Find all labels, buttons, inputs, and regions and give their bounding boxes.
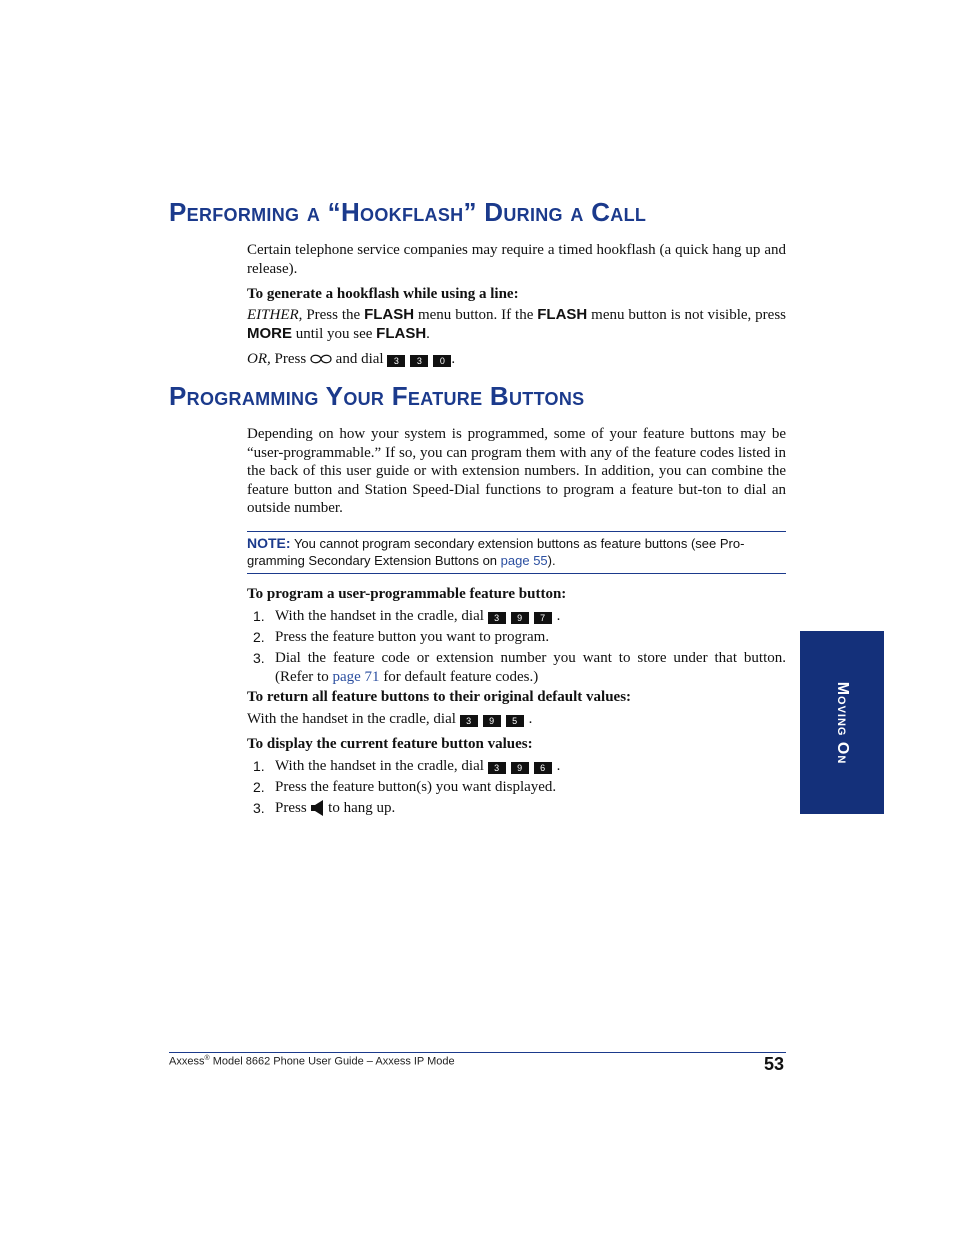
list-item: 1. With the handset in the cradle, dial 3 9 6 . bbox=[253, 758, 561, 774]
dial-key: 6 bbox=[534, 762, 552, 774]
list-item: 1. With the handset in the cradle, dial 3 9 7 . bbox=[253, 608, 561, 624]
dial-key: 9 bbox=[511, 762, 529, 774]
list-item: 3. Press to hang up. bbox=[247, 799, 786, 823]
side-tab-moving-on: Moving On bbox=[800, 631, 884, 814]
dial-key: 0 bbox=[433, 355, 451, 367]
hookflash-subhead: To generate a hookflash while using a line: bbox=[247, 286, 519, 302]
list-item: 3. Dial the feature code or extension number you want to store under that button. (Refer to page 71 for default feature codes.) bbox=[253, 650, 786, 685]
link-page-55[interactable]: page 55 bbox=[500, 553, 548, 568]
section-heading-programming: Programming Your Feature Buttons bbox=[169, 381, 585, 411]
flash-key-label: FLASH bbox=[364, 306, 415, 323]
dial-key: 3 bbox=[488, 612, 506, 624]
restore-subhead: To return all feature buttons to their original default values: bbox=[247, 689, 632, 705]
dial-key: 5 bbox=[506, 715, 524, 727]
dial-key: 9 bbox=[511, 612, 529, 624]
program-subhead: To program a user-programmable feature button: bbox=[247, 586, 567, 602]
dial-key: 9 bbox=[483, 715, 501, 727]
page-number: 53 bbox=[763, 1054, 784, 1074]
list-item: 2. Press the feature button you want to program. bbox=[253, 629, 550, 645]
dial-key: 3 bbox=[460, 715, 478, 727]
program-steps bbox=[247, 607, 786, 686]
programming-intro: Depending on how your system is programmed, some of your feature buttons may be “user-programmable.” If so, you can program them with any of the feature codes listed in the back of this user guide or with extension numbers. In addition, you can combine the feature button and Station Speed-Dial functions to program a feature but-ton to dial an outside number. bbox=[247, 426, 786, 516]
dial-key: 7 bbox=[534, 612, 552, 624]
more-key-label: MORE bbox=[247, 324, 292, 342]
list-item: 2. Press the feature button(s) you want displayed. bbox=[253, 779, 557, 795]
note-box: NOTE: You cannot program secondary extension buttons as feature buttons (see Pro-gramming Secondary Extension Buttons on page 55). bbox=[247, 531, 786, 574]
dial-key: 3 bbox=[488, 762, 506, 774]
dial-keys bbox=[387, 351, 451, 367]
display-subhead: To display the current feature button values: bbox=[247, 736, 533, 752]
section-heading-hookflash: Performing a “Hookflash” During a Call bbox=[169, 197, 647, 227]
speaker-icon bbox=[310, 799, 324, 823]
hookflash-icon bbox=[310, 352, 332, 371]
display-steps bbox=[247, 757, 786, 823]
dial-key: 3 bbox=[387, 355, 405, 367]
footer-divider bbox=[169, 1052, 786, 1053]
hookflash-or: OR, Press and dial 3 3 0 . bbox=[247, 350, 786, 371]
link-page-71[interactable]: page 71 bbox=[332, 668, 380, 685]
dial-key: 3 bbox=[410, 355, 428, 367]
footer-title: Axxess® Model 8662 Phone User Guide – Axxess IP Mode bbox=[169, 1055, 455, 1068]
hookflash-intro: Certain telephone service companies may require a timed hookflash (a quick hang up and release). bbox=[247, 242, 786, 277]
restore-instruction: With the handset in the cradle, dial 3 9 5 . bbox=[247, 711, 533, 727]
note-label: NOTE: bbox=[247, 535, 291, 551]
hookflash-either: EITHER, Press the FLASH menu button. If the FLASH menu button is not visible, press MORE until you see FLASH. bbox=[247, 306, 787, 342]
